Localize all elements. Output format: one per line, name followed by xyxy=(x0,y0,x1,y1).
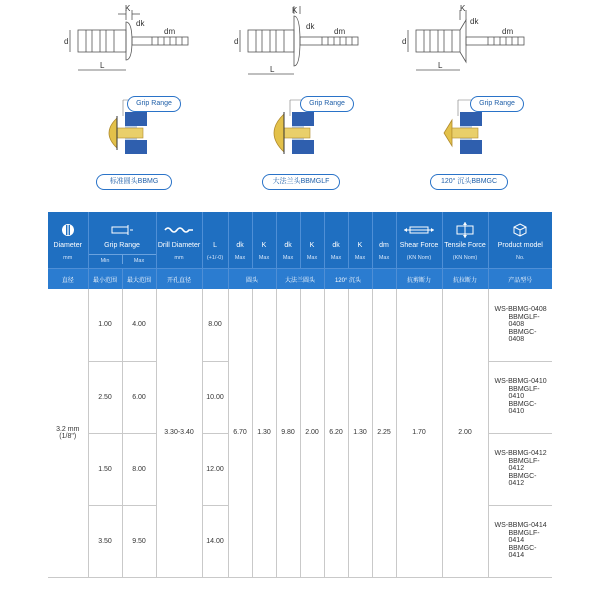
header-row-cn: 直径 最小范围 最大范围 开孔直径 圆头 大法兰圆头 120° 沉头 抗剪断力 抗拉断力 产品型号 xyxy=(48,269,552,290)
rivet-spec-table xyxy=(48,212,552,578)
header-drill-diameter: Drill Diameter mm xyxy=(156,212,202,269)
dim-dm-label-2: dm xyxy=(334,27,346,36)
header-shear-force: Shear Force (KN Nom) xyxy=(396,212,442,269)
header-grip-range: Grip Range Min Max xyxy=(88,212,156,269)
dim-l-label-3: L xyxy=(438,61,443,70)
dim-l-label: L xyxy=(100,61,105,70)
flange-head-caption: 大法兰头BBMGLF xyxy=(262,174,340,190)
header-dk-2: dk Max xyxy=(276,212,300,269)
header-k-2: K Max xyxy=(300,212,324,269)
grip-range-label: Grip Range xyxy=(470,96,524,112)
dim-k-label: K xyxy=(125,4,131,13)
dim-dk-label-2: dk xyxy=(306,22,315,31)
grip-range-icon xyxy=(110,224,134,236)
grip-range-label: Grip Range xyxy=(300,96,354,112)
dim-d-label-3: d xyxy=(402,37,407,46)
header-diameter: Diameter mm xyxy=(48,212,88,269)
round-head-caption: 标准圆头BBMG xyxy=(96,174,172,190)
header-dm: dm Max xyxy=(372,212,396,269)
product-model-cell: WS-BBMG-0410 BBMGLF-0410 BBMGC-0410 xyxy=(488,361,552,433)
header-row xyxy=(48,212,552,269)
dim-dk-label-3: dk xyxy=(470,17,479,26)
diameter-cell: 3.2 mm (1/8") xyxy=(48,289,88,577)
table-row: 3.50 9.50 14.00 WS-BBMG-0414 BBMGLF-0414 BBMGC-0414 xyxy=(48,505,552,577)
grip-range-label: Grip Range xyxy=(127,96,181,112)
header-k-1: K Max xyxy=(252,212,276,269)
dim-d-label: d xyxy=(64,37,69,46)
header-tensile-force: Tensile Force (KN Nom) xyxy=(442,212,488,269)
product-model-cell: WS-BBMG-0414 BBMGLF-0414 BBMGC-0414 xyxy=(488,505,552,577)
dim-dm-label: dm xyxy=(164,27,176,36)
countersunk-caption: 120° 沉头BBMGC xyxy=(430,174,508,190)
dim-l-label-2: L xyxy=(270,65,275,74)
dim-k-label-2: K xyxy=(292,6,298,15)
shear-force-icon xyxy=(402,225,436,235)
table-row: 3.2 mm (1/8") 1.00 4.00 3.30-3.40 8.00 6.70 1.30 9.80 2.00 6.20 1.30 2.25 1.70 2.00 WS-BBMG-0408 BBMGLF-0408 BBMGC-0408 xyxy=(48,289,552,361)
rivet-drawing-flange-head xyxy=(232,4,382,84)
table-row: 2.50 6.00 10.00 WS-BBMG-0410 BBMGLF-0410 BBMGC-0410 xyxy=(48,361,552,433)
rivet-drawing-countersunk xyxy=(400,4,550,84)
header-k-3: K Max xyxy=(348,212,372,269)
header-l: L (+1/-0) xyxy=(202,212,228,269)
header-product-model: Product model No. xyxy=(488,212,552,269)
dim-dm-label-3: dm xyxy=(502,27,514,36)
diameter-icon xyxy=(61,223,75,237)
table-row: 1.50 8.00 12.00 WS-BBMG-0412 BBMGLF-0412 BBMGC-0412 xyxy=(48,433,552,505)
box-icon xyxy=(513,223,527,237)
header-dk-1: dk Max xyxy=(228,212,252,269)
product-model-cell: WS-BBMG-0408 BBMGLF-0408 BBMGC-0408 xyxy=(488,289,552,361)
product-model-cell: WS-BBMG-0412 BBMGLF-0412 BBMGC-0412 xyxy=(488,433,552,505)
dim-d-label-2: d xyxy=(234,37,239,46)
tensile-force-icon xyxy=(453,222,477,238)
rivet-drawing-round-head xyxy=(62,4,212,84)
drill-icon xyxy=(164,226,194,234)
dim-dk-label: dk xyxy=(136,19,145,28)
dim-k-label-3: K xyxy=(460,4,466,13)
header-dk-3: dk Max xyxy=(324,212,348,269)
